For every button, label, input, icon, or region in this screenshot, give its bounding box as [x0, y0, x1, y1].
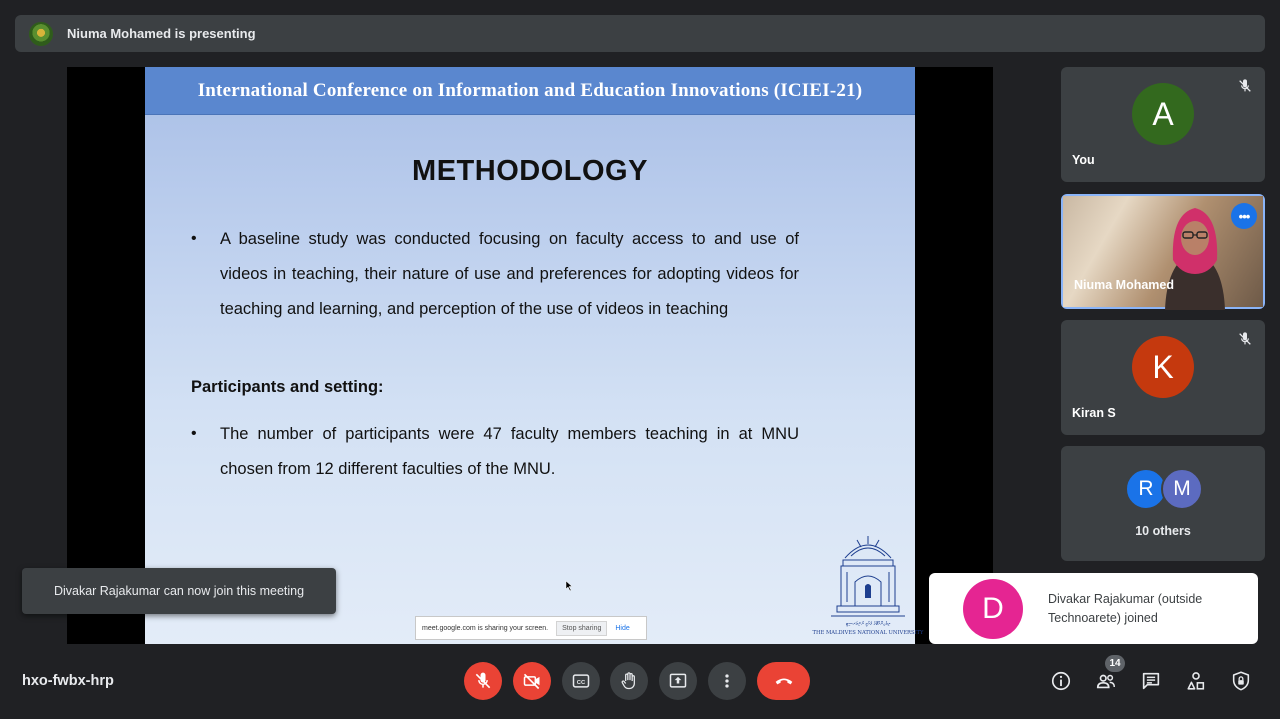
present-icon — [668, 671, 688, 691]
more-options-button[interactable] — [708, 662, 746, 700]
presenter-text: Niuma Mohamed is presenting — [67, 26, 256, 41]
joined-notification-text: Divakar Rajakumar (outside Technoarete) joined — [1048, 591, 1203, 625]
bullet-item — [191, 222, 799, 326]
host-controls-icon — [1230, 670, 1252, 692]
mouse-cursor-icon — [566, 581, 572, 591]
camera-off-icon — [522, 671, 542, 691]
slide-header — [145, 67, 915, 115]
participant-tile-niuma[interactable] — [1061, 194, 1265, 309]
avatar: D — [963, 579, 1023, 639]
participant-name: You — [1072, 153, 1095, 167]
share-bar-text: meet.google.com is sharing your screen. — [422, 624, 549, 632]
avatar: K — [1132, 336, 1194, 398]
others-avatars — [1125, 468, 1203, 510]
end-call-icon — [774, 671, 794, 691]
activities-icon — [1185, 670, 1207, 692]
slide-title: METHODOLOGY — [412, 155, 648, 187]
chat-button[interactable] — [1140, 670, 1162, 692]
avatar: R — [1125, 468, 1167, 510]
slide — [145, 67, 924, 644]
bullet-text: The number of participants were 47 faculty members teaching in at MNU chosen from 12 different faculties of the MNU. — [220, 425, 799, 478]
more-options-icon — [717, 671, 737, 691]
hide-share-bar-link[interactable]: Hide — [615, 624, 630, 632]
svg-text:ދިވެހިރާއްޖޭގެ ޤައުމީ ޔުނިވަރސ: ދިވެހިރާއްޖޭގެ ޤައުމީ ޔުނިވަރސިޓީ — [845, 621, 891, 627]
mic-off-icon — [1237, 331, 1253, 347]
participant-tile-you[interactable] — [1061, 67, 1265, 182]
university-logo — [812, 530, 924, 642]
chat-icon — [1140, 670, 1162, 692]
logo-caption: THE MALDIVES NATIONAL UNIVERSITY — [812, 630, 924, 636]
mic-off-icon — [473, 671, 493, 691]
screen-share-bar — [415, 616, 647, 640]
bullet-dot: • — [191, 230, 197, 247]
stop-sharing-button[interactable]: Stop sharing — [556, 621, 607, 636]
meeting-code: hxo-fwbx-hrp — [22, 673, 114, 689]
raise-hand-button[interactable] — [610, 662, 648, 700]
raise-hand-icon — [619, 671, 639, 691]
people-icon — [1095, 670, 1117, 692]
present-now-button[interactable] — [659, 662, 697, 700]
meeting-details-button[interactable] — [1050, 670, 1072, 692]
activities-button[interactable] — [1185, 670, 1207, 692]
avatar: A — [1132, 83, 1194, 145]
host-controls-button[interactable] — [1230, 670, 1252, 692]
svg-text:CC: CC — [576, 679, 586, 686]
mic-toggle-button[interactable] — [464, 662, 502, 700]
bullet-item — [191, 417, 799, 487]
more-options-icon[interactable]: ••• — [1231, 203, 1257, 229]
others-label: 10 others — [1135, 524, 1191, 538]
slide-header-text: International Conference on Information and Education Innovations (ICIEI-21) — [197, 79, 863, 101]
joined-notification[interactable] — [929, 573, 1258, 644]
people-button[interactable] — [1095, 670, 1117, 692]
mic-off-icon — [1237, 78, 1253, 94]
bullet-dot: • — [191, 425, 197, 442]
captions-icon — [571, 671, 591, 691]
participant-name: Niuma Mohamed — [1074, 278, 1175, 292]
captions-button[interactable] — [562, 662, 600, 700]
participant-tile-kiran[interactable] — [1061, 320, 1265, 435]
bullet-text: A baseline study was conducted focusing on faculty access to and use of videos in teaching, their nature of use and preferences for adopting videos for teaching and learning, and perception of the use of videos in teaching — [220, 230, 799, 318]
participant-tile-others[interactable] — [1061, 446, 1265, 561]
people-count-badge: 14 — [1105, 655, 1125, 672]
camera-toggle-button[interactable] — [513, 662, 551, 700]
presentation-stage — [67, 67, 993, 644]
presenter-bar — [15, 15, 1265, 52]
presenter-avatar — [29, 22, 53, 46]
info-icon — [1050, 670, 1072, 692]
participant-video-person — [1159, 200, 1231, 310]
section-heading: Participants and setting: — [191, 378, 384, 396]
participant-name: Kiran S — [1072, 406, 1116, 420]
end-call-button[interactable] — [757, 662, 810, 700]
avatar: M — [1161, 468, 1203, 510]
join-permission-toast: Divakar Rajakumar can now join this meeting — [22, 568, 336, 614]
